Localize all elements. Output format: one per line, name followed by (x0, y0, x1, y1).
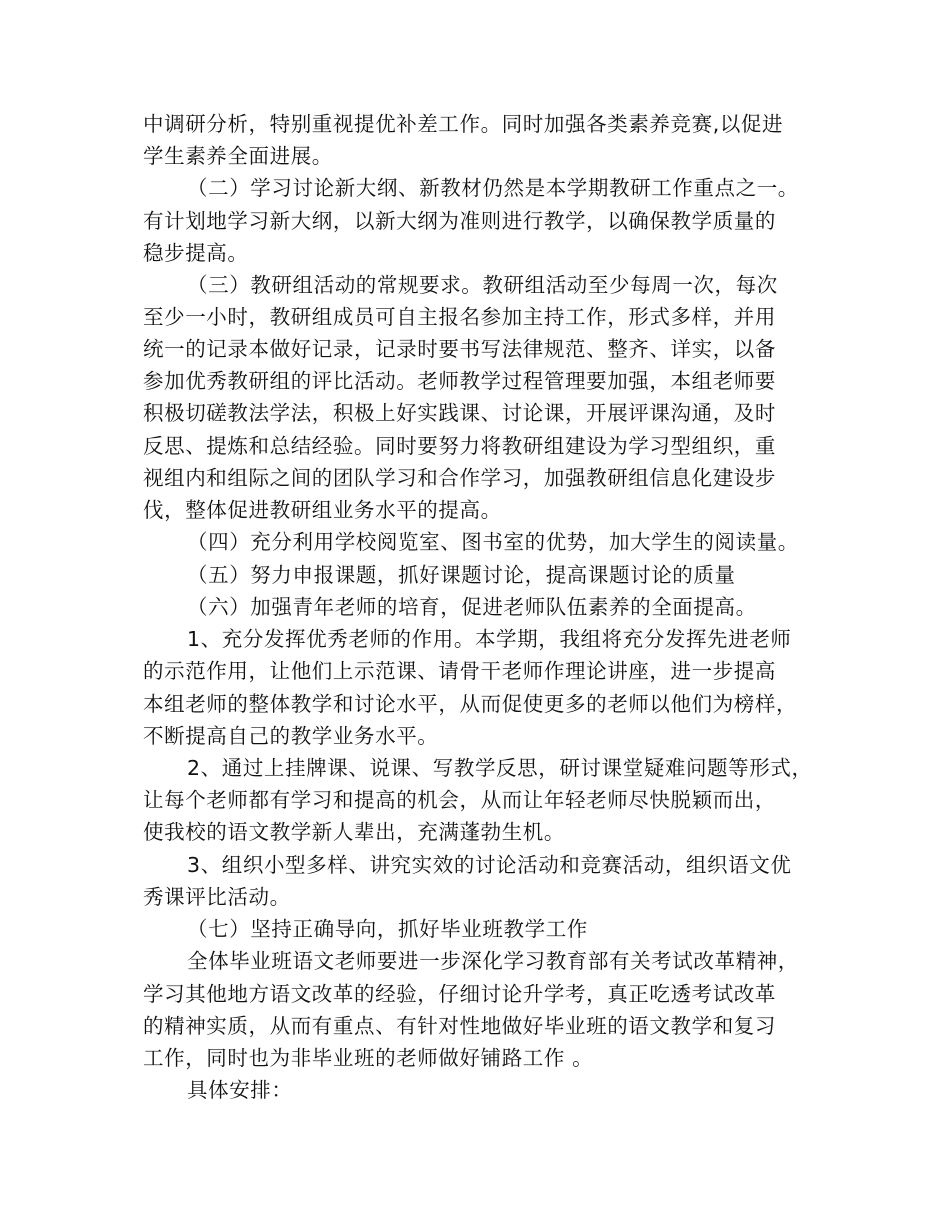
text-line: 伐，整体促进教研组业务水平的提高。 (143, 498, 502, 522)
text-line: 1、充分发挥优秀老师的作用。本学期，我组将充分发挥先进老师 (187, 627, 792, 651)
text-line: 秀课评比活动。 (143, 885, 291, 909)
text-line: 积极切磋教法学法，积极上好实践课、讨论课，开展评课沟通，及时 (143, 401, 776, 425)
text-line: （七）坚持正确导向，抓好毕业班教学工作 (187, 917, 588, 941)
text-line: （四）充分利用学校阅览室、图书室的优势，加大学生的阅读量。 (187, 530, 799, 554)
text-line: 参加优秀教研组的评比活动。老师教学过程管理要加强，本组老师要 (143, 369, 776, 393)
text-line: 的精神实质，从而有重点、有针对性地做好毕业班的语文教学和复习 (143, 1014, 776, 1038)
text-line: 让每个老师都有学习和提高的机会，从而让年轻老师尽快脱颖而出， (143, 788, 776, 812)
text-line: （六）加强青年老师的培育，促进老师队伍素养的全面提高。 (187, 595, 757, 619)
text-line: 不断提高自己的教学业务水平。 (143, 724, 439, 748)
text-line: 至少一小时，教研组成员可自主报名参加主持工作，形式多样，并用 (143, 305, 776, 329)
text-line: 学习其他地方语文改革的经验，仔细讨论升学考，真正吃透考试改革 (143, 982, 776, 1006)
text-line: 使我校的语文教学新人辈出，充满蓬勃生机。 (143, 820, 565, 844)
text-line: 学生素养全面进展。 (143, 144, 333, 168)
text-line: 稳步提高。 (143, 241, 249, 265)
text-line: 3、组织小型多样、讲究实效的讨论活动和竞赛活动，组织语文优 (187, 853, 792, 877)
text-line: （二）学习讨论新大纲、新教材仍然是本学期教研工作重点之一。 (187, 176, 799, 200)
text-line: （三）教研组活动的常规要求。教研组活动至少每周一次，每次 (187, 273, 778, 297)
text-line: 本组老师的整体教学和讨论水平，从而促使更多的老师以他们为榜样， (143, 692, 798, 716)
text-line: 反思、提炼和总结经验。同时要努力将教研组建设为学习型组织，重 (143, 434, 776, 458)
text-line: 的示范作用，让他们上示范课、请骨干老师作理论讲座，进一步提高 (143, 659, 776, 683)
text-line: 视组内和组际之间的团队学习和合作学习，加强教研组信息化建设步 (143, 466, 776, 490)
text-line: 2、通过上挂牌课、说课、写教学反思，研讨课堂疑难问题等形式， (187, 756, 813, 780)
text-line: 工作，同时也为非毕业班的老师做好铺路工作 。 (143, 1046, 594, 1070)
text-line: 具体安排： (187, 1078, 293, 1102)
text-line: 中调研分析，特别重视提优补差工作。同时加强各类素养竞赛,以促进 (143, 112, 784, 136)
text-line: 统一的记录本做好记录，记录时要书写法律规范、整齐、详实，以备 (143, 337, 776, 361)
text-line: 全体毕业班语文老师要进一步深化学习教育部有关考试改革精神， (187, 949, 799, 973)
text-line: （五）努力申报课题，抓好课题讨论，提高课题讨论的质量 (187, 563, 736, 587)
text-line: 有计划地学习新大纲，以新大纲为准则进行教学，以确保教学质量的 (143, 209, 776, 233)
